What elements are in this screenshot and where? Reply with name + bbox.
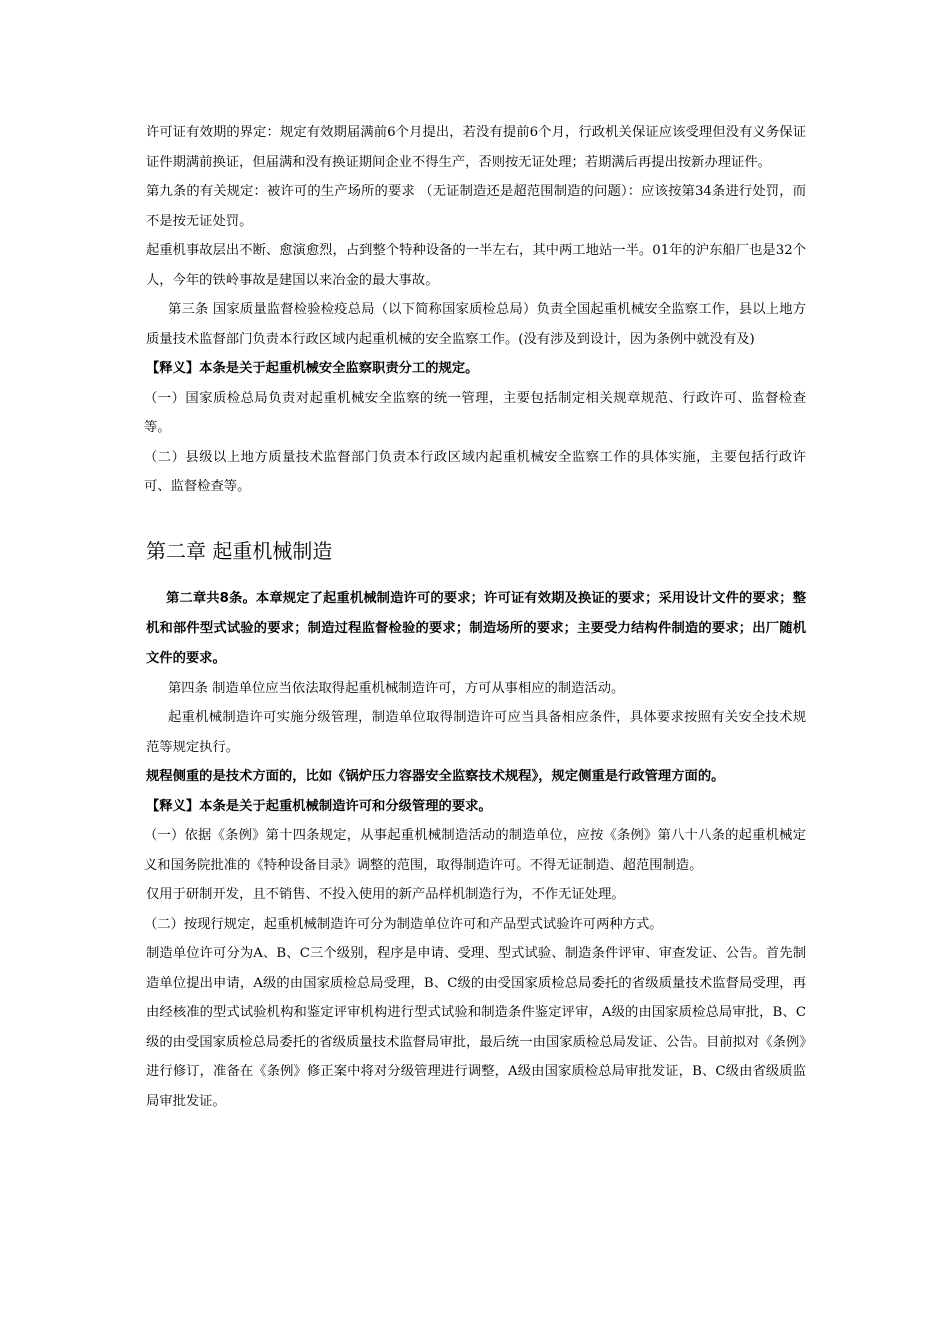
accident-paragraph: 起重机事故层出不断、愈演愈烈，占到整个特种设备的一半左右，其中两工地站一半。01年的沪东船厂也是32个人，今年的铁岭事故是建国以来冶金的最大事故。 (146, 243, 806, 288)
article4-item-1: （一）依据《条例》第十四条规定，从事起重机械制造活动的制造单位，应按《条例》第八十八条的起重机械定义和国务院批准的《特种设备目录》调整的范围，取得制造许可。不得无证制造、超范围制造。 (144, 828, 806, 873)
grading-procedure: 制造单位许可分为A、B、C三个级别，程序是申请、受理、型式试验、制造条件评审、审查发证、公告。首先制造单位提出申请，A级的由国家质检总局受理，B、C级的由受国家质检总局委托的省级质量技术监督局受理，再由经核准的型式试验机构和鉴定评审机构进行型式试验和制造条件鉴定评审，A级的由国家质检总局审批，B、C级的由受国家质检总局委托的省级质量技术监督局审批，最后统一由国家质检总局发证、公告。目前拟对《条例》进行修订，准备在《条例》修正案中将对分级管理进行调整，A级由国家质检总局审批发证，B、C级由省级质监局审批发证。 (146, 946, 806, 1109)
article3-text: 第三条 国家质量监督检验检疫总局（以下简称国家质检总局）负责全国起重机械安全监察工作，县以上地方质量技术监督部门负责本行政区域内起重机械的安全监察工作。(没有涉及到设计，因为条例中就没有及) (146, 302, 806, 347)
regulation-note: 规程侧重的是技术方面的，比如《锅炉压力容器安全监察技术规程》，规定侧重是行政管理方面的。 (146, 769, 725, 784)
document-page (146, 118, 806, 1116)
article3-item-1: （一）国家质检总局负责对起重机械安全监察的统一管理，主要包括制定相关规章规范、行政许可、监督检查等。 (144, 390, 806, 435)
article4-interpretation: 【释义】本条是关于起重机械制造许可和分级管理的要求。 (146, 798, 492, 814)
license-validity-paragraph: 许可证有效期的界定：规定有效期届满前6个月提出，若没有提前6个月，行政机关保证应该受理但没有义务保证证件期满前换证，但届满和没有换证期间企业不得生产，否则按无证处理；若期满后再提出按新办理证件。 (146, 125, 806, 170)
chapter-summary: 第二章共8条。本章规定了起重机械制造许可的要求；许可证有效期及换证的要求；采用设计文件的要求；整机和部件型式试验的要求；制造过程监督检验的要求；制造场所的要求；主要受力结构件制造的要求；出厂随机文件的要求。 (146, 590, 806, 666)
prototype-exemption: 仅用于研制开发，且不销售、不投入使用的新产品样机制造行为，不作无证处理。 (146, 887, 625, 902)
article9-paragraph: 第九条的有关规定：被许可的生产场所的要求 （无证制造还是超范围制造的问题）：应该按第34条进行处罚，而不是按无证处罚。 (146, 184, 806, 229)
article3-interpretation: 【释义】本条是关于起重机械安全监察职责分工的规定。 (146, 361, 479, 376)
chapter-title: 第二章 起重机械制造 (146, 538, 333, 563)
article4-text: 第四条 制造单位应当依法取得起重机械制造许可，方可从事相应的制造活动。 (168, 680, 625, 696)
article4-grading-text: 起重机械制造许可实施分级管理，制造单位取得制造许可应当具备相应条件，具体要求按照有关安全技术规范等规定执行。 (146, 710, 806, 755)
article3-item-2: （二）县级以上地方质量技术监督部门负责本行政区域内起重机械安全监察工作的具体实施，主要包括行政许可、监督检查等。 (144, 449, 806, 494)
article4-item-2: （二）按现行规定，起重机械制造许可分为制造单位许可和产品型式试验许可两种方式。 (144, 916, 663, 932)
